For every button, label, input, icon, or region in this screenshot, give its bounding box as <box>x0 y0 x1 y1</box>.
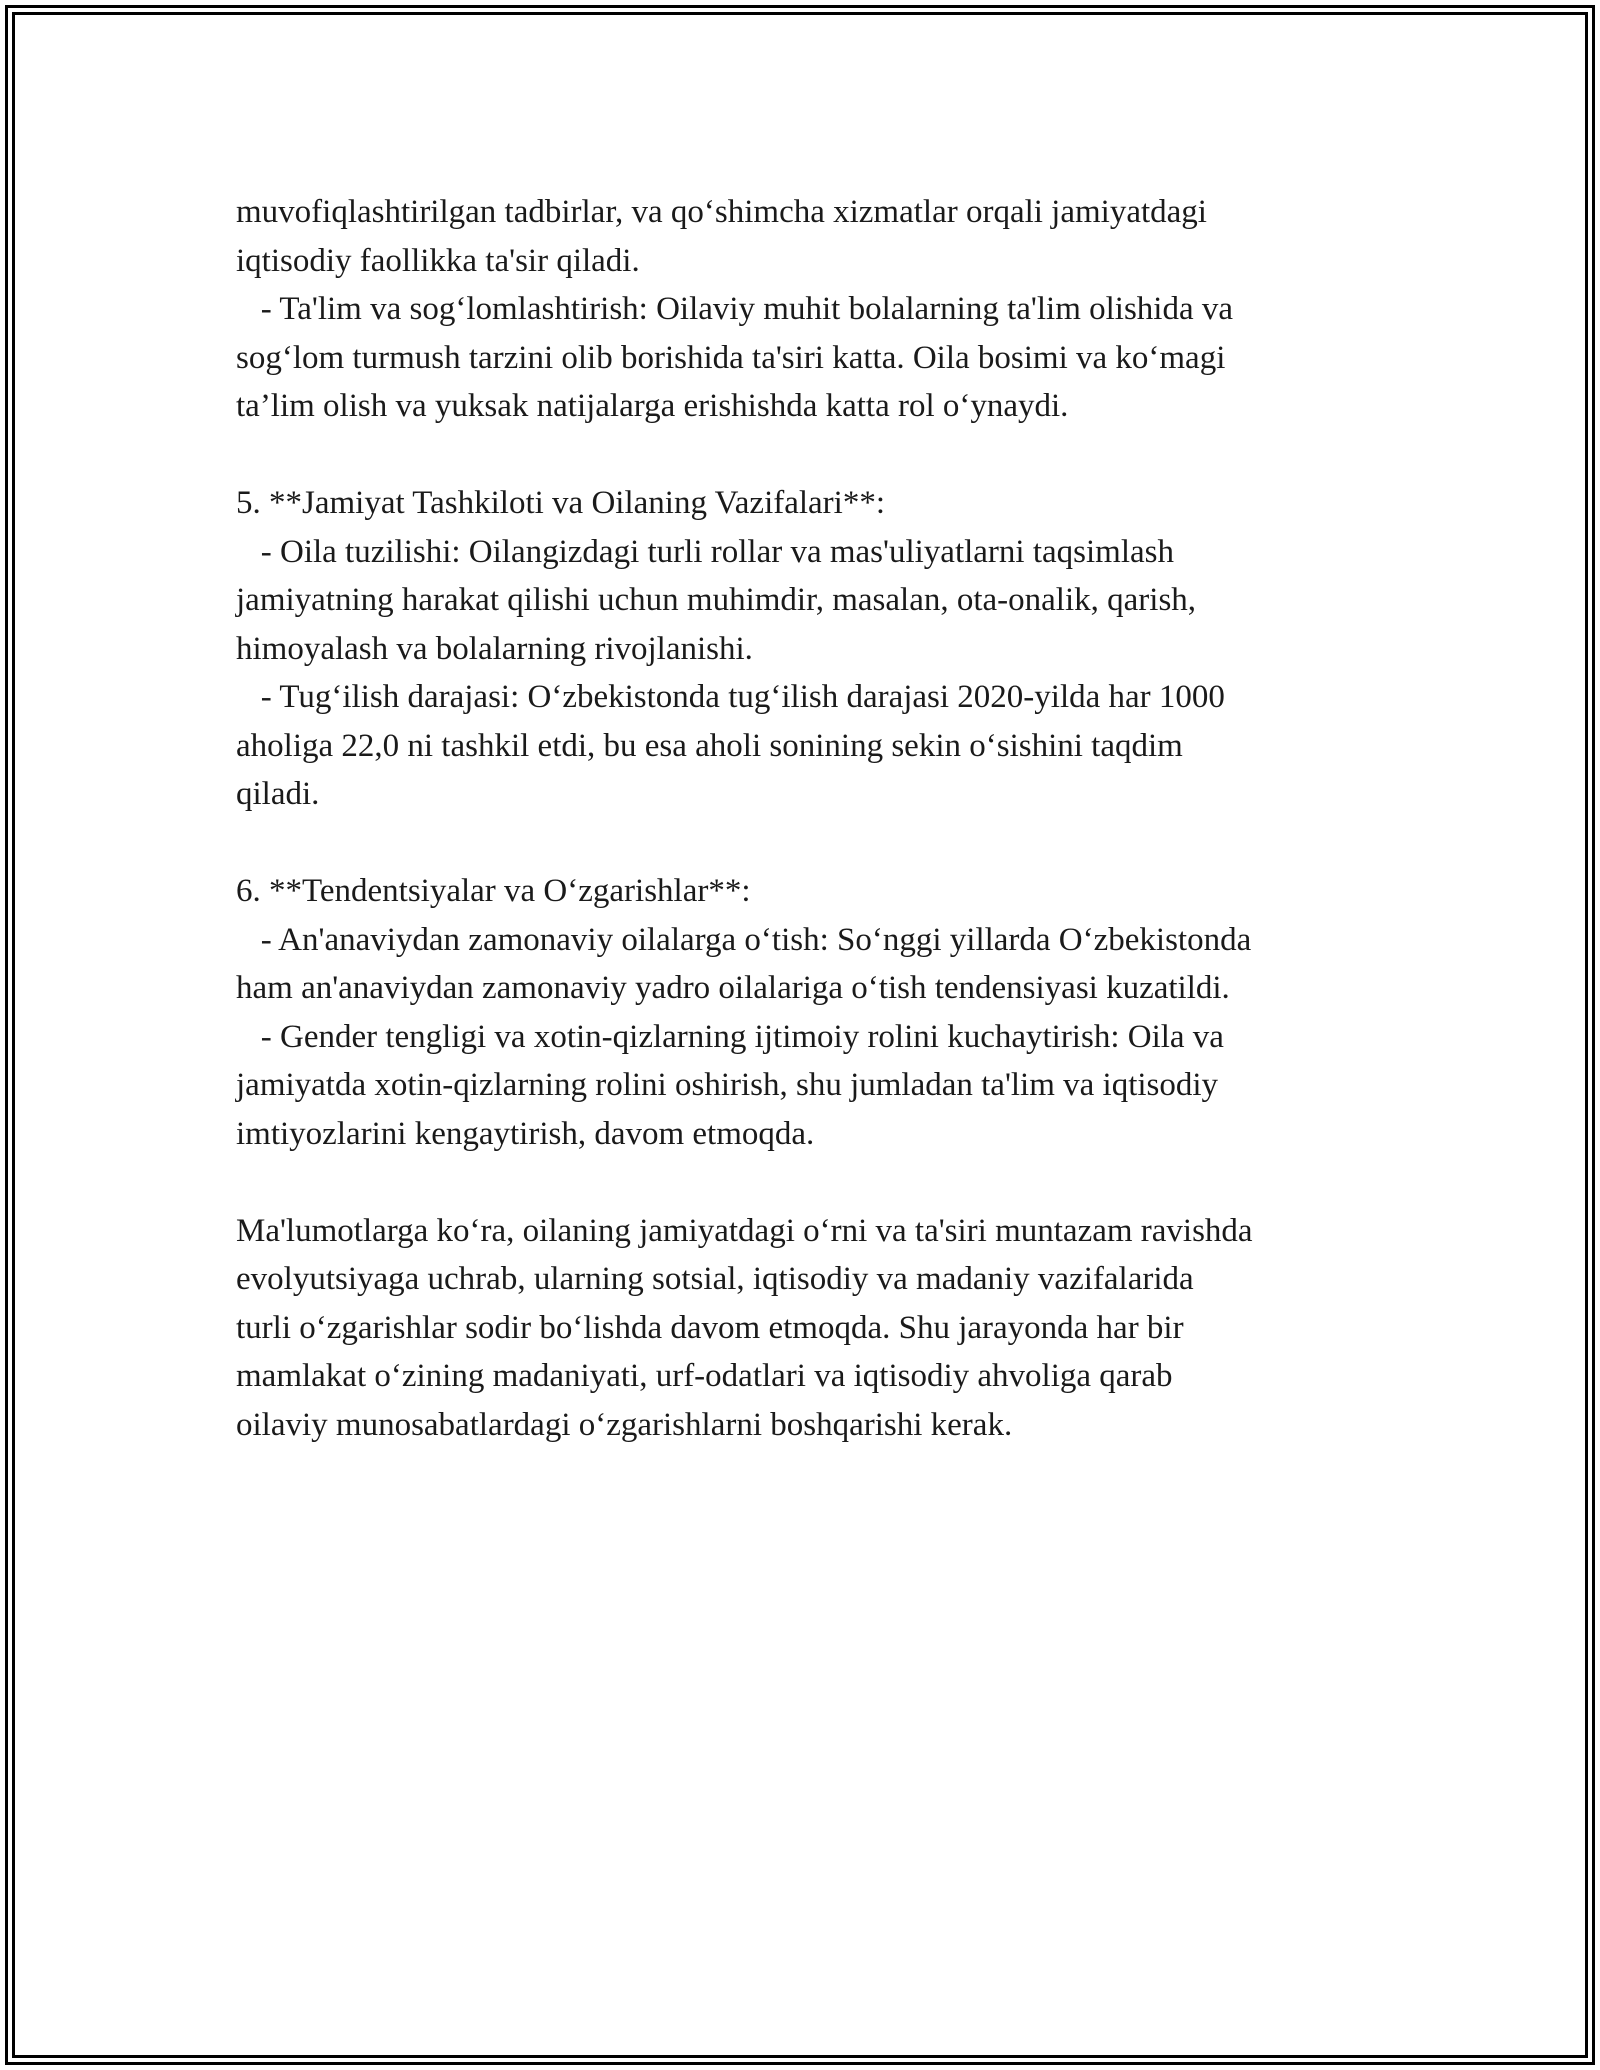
conclusion-line: turli o‘zgarishlar sodir bo‘lishda davom etmoqda. Shu jarayonda har bir <box>236 1309 1184 1346</box>
conclusion-line: mamlakat o‘zining madaniyati, urf-odatlari va iqtisodiy ahvoliga qarab <box>236 1358 1173 1394</box>
paragraph-spacer <box>236 431 1386 480</box>
text-line: muvofiqlashtirilgan tadbirlar, va qo‘shimcha xizmatlar orqali jamiyatdagi <box>236 194 1207 230</box>
text-line: ta’lim olish va yuksak natijalarga erishishda katta rol o‘ynaydi. <box>236 388 1069 424</box>
paragraph-spacer <box>236 819 1386 868</box>
text-line: ham an'anaviydan zamonaviy yadro oilalariga o‘tish tendensiyasi kuzatildi. <box>236 970 1230 1006</box>
text-line: jamiyatning harakat qilishi uchun muhimdir, masalan, ota-onalik, qarish, <box>236 582 1197 618</box>
text-line: - Oila tuzilishi: Oilangizdagi turli rollar va mas'uliyatlarni taqsimlash <box>236 533 1174 570</box>
text-line: - Ta'lim va sog‘lomlashtirish: Oilaviy muhit bolalarning ta'lim olishida va <box>236 291 1234 327</box>
text-line: sog‘lom turmush tarzini olib borishida ta'siri katta. Oila bosimi va ko‘magi <box>236 339 1226 376</box>
text-line: - An'anaviydan zamonaviy oilalarga o‘tish: So‘nggi yillarda O‘zbekistonda <box>236 921 1252 958</box>
text-line: qiladi. <box>236 776 320 812</box>
section-heading-6: 6. **Tendentsiyalar va O‘zgarishlar**: <box>236 873 751 909</box>
text-line: imtiyozlarini kengaytirish, davom etmoqda. <box>236 1115 815 1152</box>
text-line: - Tug‘ilish darajasi: O‘zbekistonda tug‘ilish darajasi 2020-yilda har 1000 <box>236 679 1225 715</box>
text-line: aholiga 22,0 ni tashkil etdi, bu esa aholi sonining sekin o‘sishini taqdim <box>236 727 1183 764</box>
section-heading-5: 5. **Jamiyat Tashkiloti va Oilaning Vazifalari**: <box>236 485 886 521</box>
conclusion-line: evolyutsiyaga uchrab, ularning sotsial, iqtisodiy va madaniy vazifalarida <box>236 1261 1194 1297</box>
text-line: iqtisodiy faollikka ta'sir qiladi. <box>236 242 640 279</box>
text-line: - Gender tengligi va xotin-qizlarning ijtimoiy rolini kuchaytirish: Oila va <box>236 1018 1224 1055</box>
paragraph-spacer <box>236 1158 1386 1207</box>
text-line: himoyalash va bolalarning rivojlanishi. <box>236 630 753 667</box>
text-line: jamiyatda xotin-qizlarning rolini oshirish, shu jumladan ta'lim va iqtisodiy <box>236 1067 1219 1103</box>
document-body <box>236 188 1386 1449</box>
conclusion-line: Ma'lumotlarga ko‘ra, oilaning jamiyatdagi o‘rni va ta'siri muntazam ravishda <box>236 1212 1253 1249</box>
conclusion-line: oilaviy munosabatlardagi o‘zgarishlarni boshqarishi kerak. <box>236 1406 1013 1443</box>
